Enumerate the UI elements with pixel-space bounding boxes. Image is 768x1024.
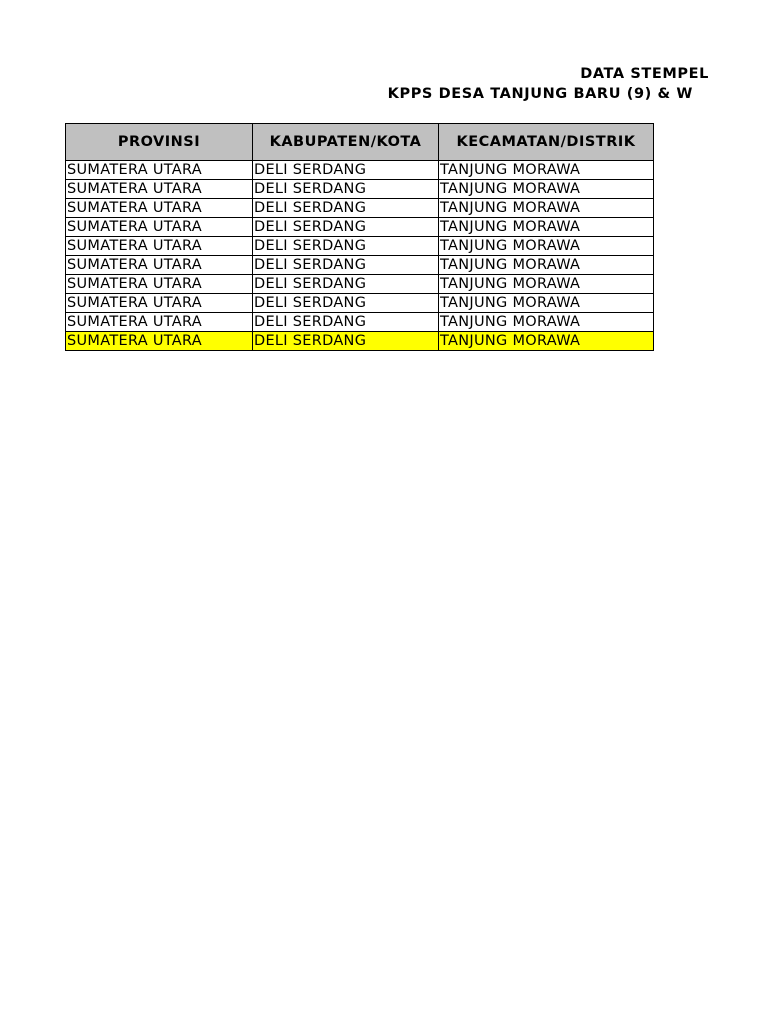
cell-kecamatan-distrik[interactable]: TANJUNG MORAWA <box>439 199 654 218</box>
table-row <box>66 161 654 180</box>
document-subtitle: KPPS DESA TANJUNG BARU (9) & W <box>387 86 693 102</box>
cell-kabupaten-kota[interactable]: DELI SERDANG <box>253 275 439 294</box>
cell-kecamatan-distrik[interactable]: TANJUNG MORAWA <box>439 313 654 332</box>
cell-kecamatan-distrik[interactable]: TANJUNG MORAWA <box>439 256 654 275</box>
title-line-2-container <box>300 86 693 106</box>
cell-provinsi[interactable]: SUMATERA UTARA <box>66 256 253 275</box>
cell-kabupaten-kota[interactable]: DELI SERDANG <box>253 256 439 275</box>
table-row <box>66 275 654 294</box>
title-line-1-container <box>300 66 709 86</box>
table-header-row <box>66 124 654 161</box>
cell-provinsi[interactable]: SUMATERA UTARA <box>66 332 253 351</box>
cell-kecamatan-distrik[interactable]: TANJUNG MORAWA <box>439 275 654 294</box>
table-row-highlighted <box>66 332 654 351</box>
cell-provinsi[interactable]: SUMATERA UTARA <box>66 275 253 294</box>
cell-kabupaten-kota[interactable]: DELI SERDANG <box>253 294 439 313</box>
cell-kabupaten-kota[interactable]: DELI SERDANG <box>253 180 439 199</box>
document-title: DATA STEMPEL <box>580 66 709 82</box>
cell-kecamatan-distrik[interactable]: TANJUNG MORAWA <box>439 237 654 256</box>
data-table <box>65 123 654 351</box>
cell-kabupaten-kota[interactable]: DELI SERDANG <box>253 199 439 218</box>
cell-provinsi[interactable]: SUMATERA UTARA <box>66 294 253 313</box>
cell-kabupaten-kota[interactable]: DELI SERDANG <box>253 332 439 351</box>
cell-kabupaten-kota[interactable]: DELI SERDANG <box>253 313 439 332</box>
cell-kabupaten-kota[interactable]: DELI SERDANG <box>253 218 439 237</box>
cell-provinsi[interactable]: SUMATERA UTARA <box>66 313 253 332</box>
cell-kecamatan-distrik[interactable]: TANJUNG MORAWA <box>439 180 654 199</box>
cell-kecamatan-distrik[interactable]: TANJUNG MORAWA <box>439 218 654 237</box>
table-row <box>66 256 654 275</box>
cell-kabupaten-kota[interactable]: DELI SERDANG <box>253 237 439 256</box>
header-provinsi[interactable]: PROVINSI <box>66 124 253 161</box>
cell-provinsi[interactable]: SUMATERA UTARA <box>66 237 253 256</box>
cell-kabupaten-kota[interactable]: DELI SERDANG <box>253 161 439 180</box>
header-kabupaten-kota[interactable]: KABUPATEN/KOTA <box>253 124 439 161</box>
cell-kecamatan-distrik[interactable]: TANJUNG MORAWA <box>439 161 654 180</box>
table-row <box>66 218 654 237</box>
cell-kecamatan-distrik[interactable]: TANJUNG MORAWA <box>439 294 654 313</box>
table-row <box>66 237 654 256</box>
cell-provinsi[interactable]: SUMATERA UTARA <box>66 180 253 199</box>
table-row <box>66 199 654 218</box>
header-kecamatan-distrik[interactable]: KECAMATAN/DISTRIK <box>439 124 654 161</box>
cell-provinsi[interactable]: SUMATERA UTARA <box>66 161 253 180</box>
table-row <box>66 294 654 313</box>
table-row <box>66 313 654 332</box>
cell-provinsi[interactable]: SUMATERA UTARA <box>66 218 253 237</box>
table-row <box>66 180 654 199</box>
cell-provinsi[interactable]: SUMATERA UTARA <box>66 199 253 218</box>
cell-kecamatan-distrik[interactable]: TANJUNG MORAWA <box>439 332 654 351</box>
